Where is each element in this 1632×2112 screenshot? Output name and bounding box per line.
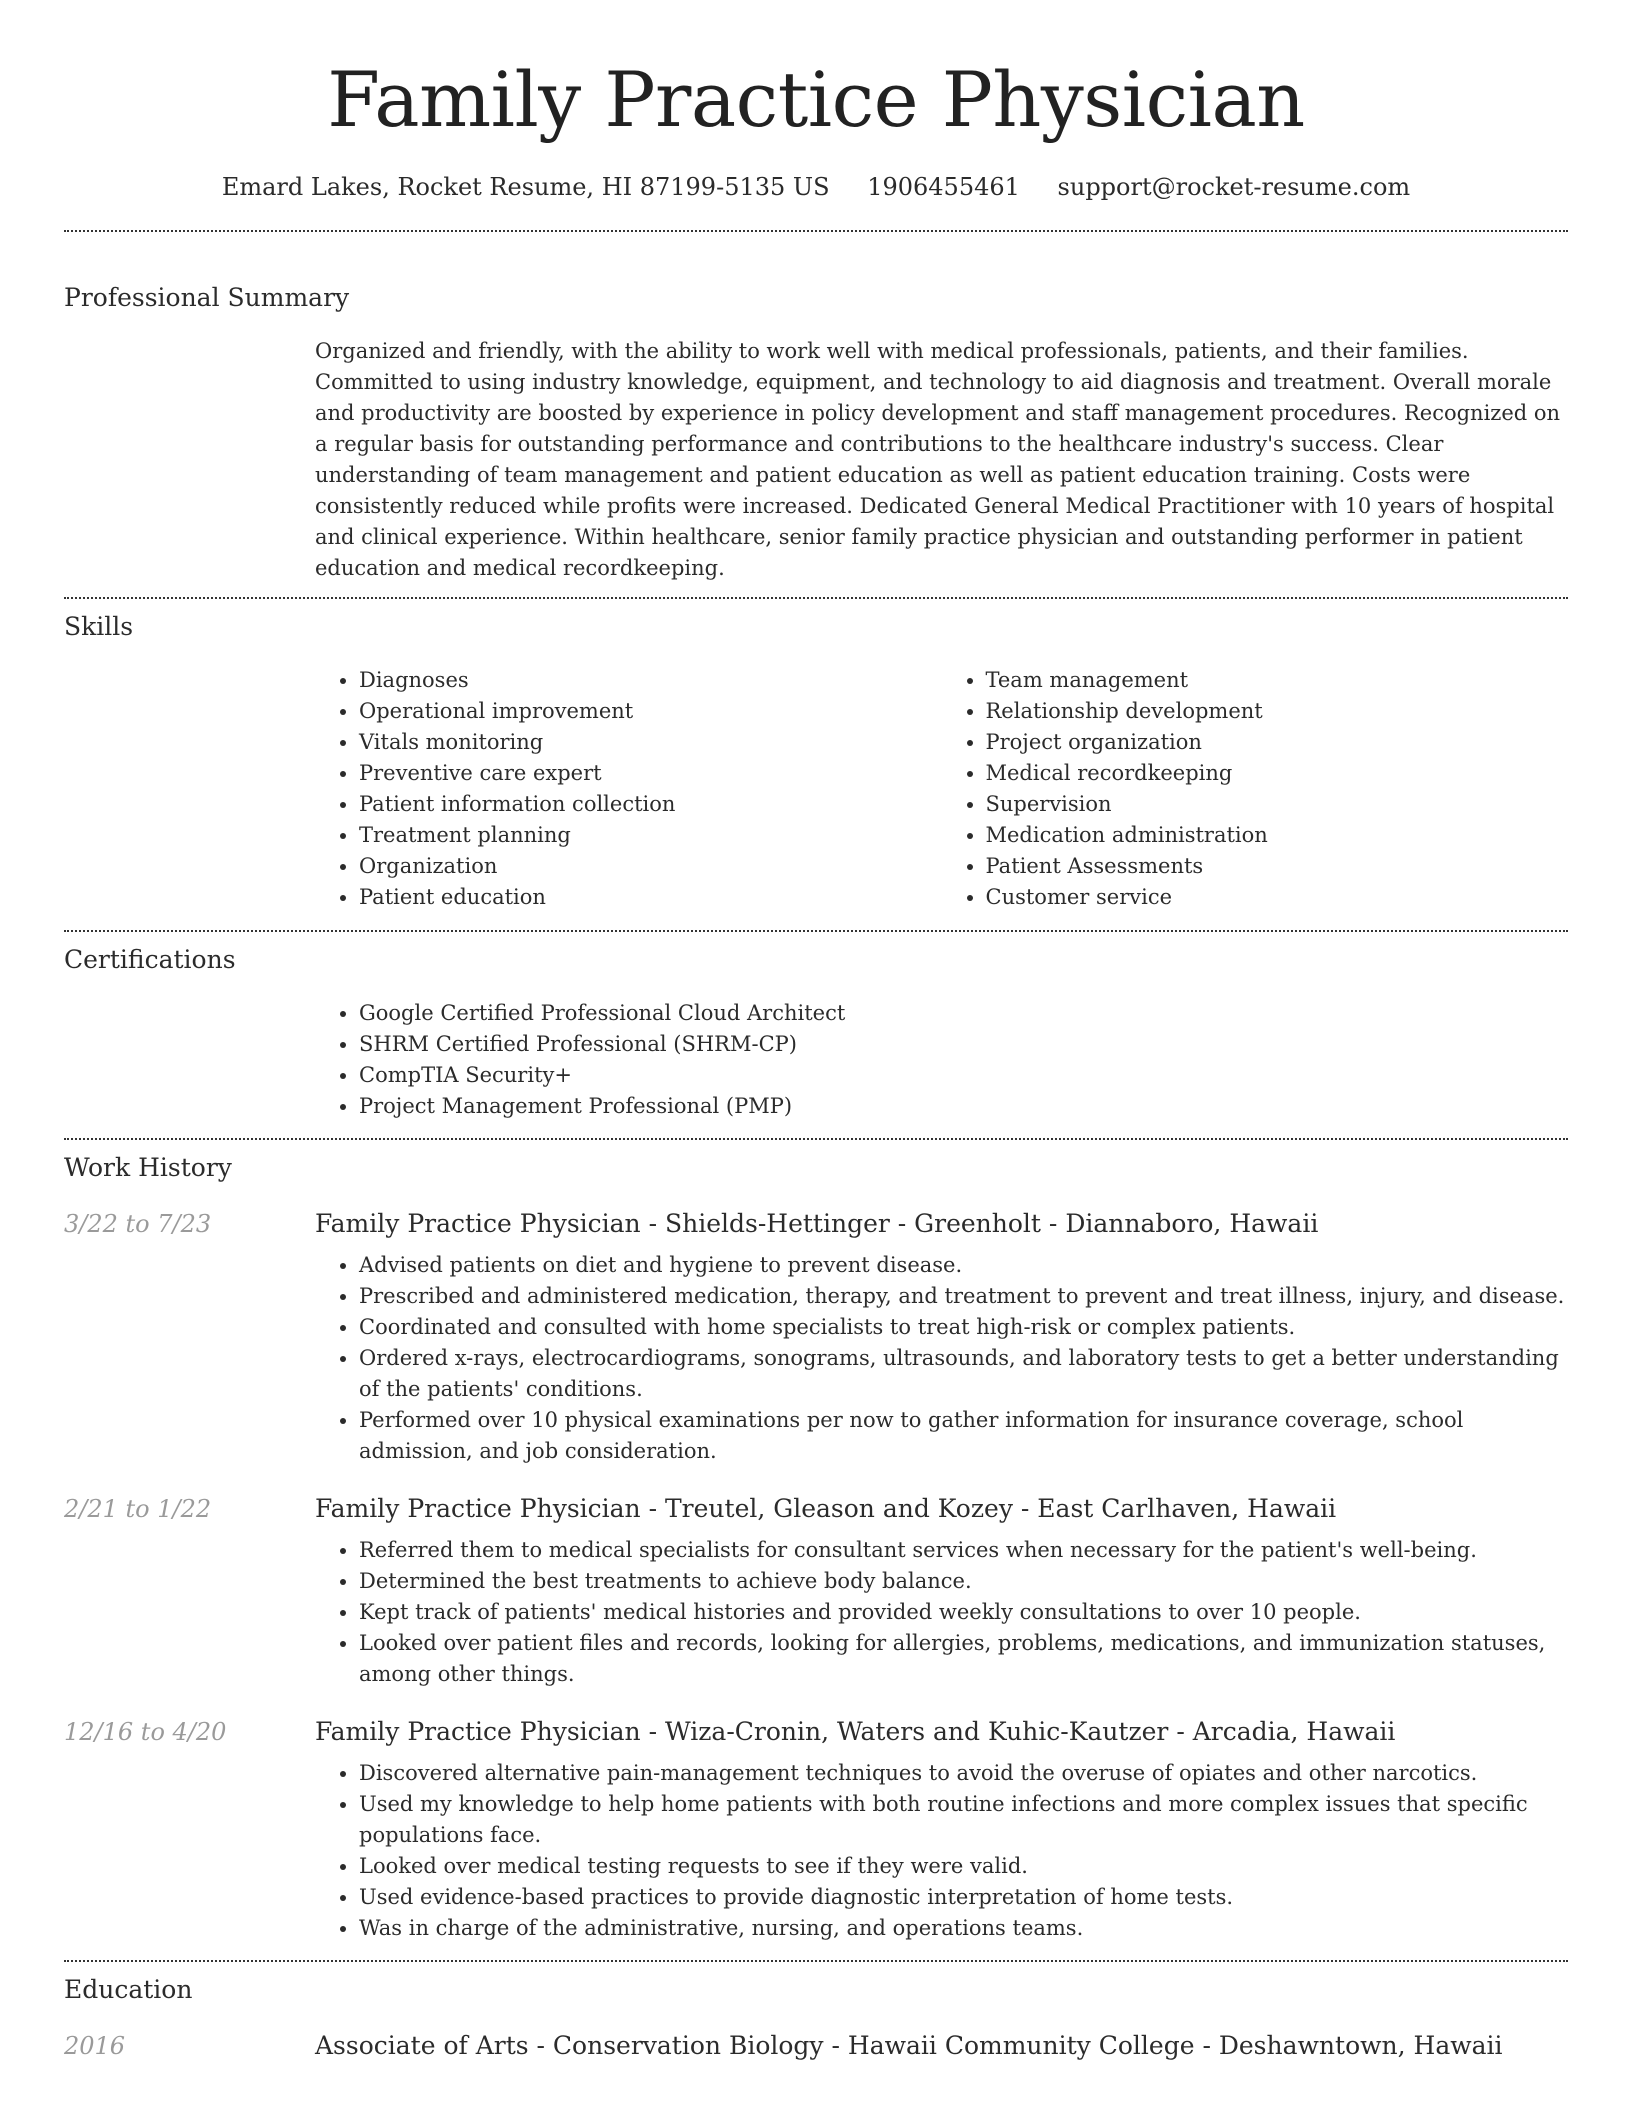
- work-history-section: [64, 1140, 1568, 1960]
- job-title: Family Practice Physician - Treutel, Gleason and Kozey - East Carlhaven, Hawaii: [315, 1494, 1337, 1523]
- certification-item: • CompTIA Security+: [359, 1060, 1568, 1091]
- job-bullet: • Determined the best treatments to achieve body balance.: [359, 1566, 1568, 1597]
- summary-text: Organized and friendly, with the ability to work well with medical professionals, patients, and their families. Committed to using industry knowledge, equipment, and technology to aid diagnosis and treatment. Overall morale and productivity are boosted by experience in policy development and staff management procedures. Recognized on a regular basis for outstanding performance and contributions to the healthcare industry's success. Clear understanding of team management and patient education as well as patient education training. Costs were consistently reduced while profits were increased. Dedicated General Medical Practitioner with 10 years of hospital and clinical experience. Within healthcare, senior family practice physician and outstanding performer in patient education and medical recordkeeping.: [315, 339, 1561, 580]
- skills-section: [64, 599, 1568, 930]
- job-bullet: • Kept track of patients' medical histories and provided weekly consultations to over 10 people.: [359, 1597, 1568, 1628]
- certifications-list: [315, 998, 1568, 1122]
- skill-item: • Patient Assessments: [986, 851, 1569, 882]
- certifications-section: [64, 932, 1568, 1138]
- contact-email: support@rocket-resume.com: [1057, 173, 1411, 201]
- skills-list-left: [315, 665, 942, 913]
- job-bullet: • Referred them to medical specialists for consultant services when necessary for the patient's well-being.: [359, 1535, 1568, 1566]
- skills-heading: Skills: [64, 612, 134, 641]
- job-dates: 2/21 to 1/22: [64, 1495, 212, 1523]
- skill-item: • Supervision: [986, 789, 1569, 820]
- job-bullets: [315, 1250, 1568, 1467]
- skill-item: • Preventive care expert: [359, 758, 942, 789]
- skill-item: • Treatment planning: [359, 820, 942, 851]
- education-title: Associate of Arts - Conservation Biology - Hawaii Community College - Deshawntown, Hawaii: [315, 2031, 1503, 2060]
- contact-address: Emard Lakes, Rocket Resume, HI 87199-5135 US: [221, 173, 830, 201]
- resume-name: Family Practice Physician: [327, 55, 1305, 144]
- summary-heading: Professional Summary: [64, 283, 350, 312]
- job-bullets: [315, 1535, 1568, 1690]
- job-entry: [64, 1208, 1568, 1467]
- education-section: [64, 1962, 1568, 2062]
- contact-line: [64, 172, 1568, 202]
- job-bullet: • Used evidence-based practices to provide diagnostic interpretation of home tests.: [359, 1882, 1568, 1913]
- skill-item: • Patient information collection: [359, 789, 942, 820]
- certifications-heading: Certifications: [64, 945, 236, 974]
- certification-item: • Google Certified Professional Cloud Architect: [359, 998, 1568, 1029]
- job-bullet: • Used my knowledge to help home patients with both routine infections and more complex issues that specific populations face.: [359, 1789, 1568, 1851]
- contact-phone: 1906455461: [867, 173, 1020, 201]
- job-entry: [64, 1493, 1568, 1690]
- skill-item: • Medical recordkeeping: [986, 758, 1569, 789]
- job-title: Family Practice Physician - Shields-Hettinger - Greenholt - Diannaboro, Hawaii: [315, 1209, 1319, 1238]
- job-bullet: • Prescribed and administered medication, therapy, and treatment to prevent and treat illness, injury, and disease.: [359, 1281, 1568, 1312]
- job-bullet: • Ordered x-rays, electrocardiograms, sonograms, ultrasounds, and laboratory tests to get a better understanding of the patients' conditions.: [359, 1343, 1568, 1405]
- skill-item: • Customer service: [986, 882, 1569, 913]
- work-history-heading: Work History: [64, 1153, 232, 1182]
- skill-item: • Project organization: [986, 727, 1569, 758]
- certification-item: • SHRM Certified Professional (SHRM-CP): [359, 1029, 1568, 1060]
- job-bullet: • Advised patients on diet and hygiene to prevent disease.: [359, 1250, 1568, 1281]
- skill-item: • Diagnoses: [359, 665, 942, 696]
- certification-item: • Project Management Professional (PMP): [359, 1091, 1568, 1122]
- job-bullet: • Looked over medical testing requests to see if they were valid.: [359, 1851, 1568, 1882]
- summary-section: [64, 232, 1568, 597]
- job-bullet: • Discovered alternative pain-management techniques to avoid the overuse of opiates and other narcotics.: [359, 1758, 1568, 1789]
- job-entry: [64, 1716, 1568, 1960]
- job-bullet: • Performed over 10 physical examinations per now to gather information for insurance coverage, school admission, and job consideration.: [359, 1405, 1568, 1467]
- education-year: 2016: [64, 2032, 126, 2060]
- skill-item: • Team management: [986, 665, 1569, 696]
- job-bullet: • Looked over patient files and records, looking for allergies, problems, medications, and immunization statuses, among other things.: [359, 1628, 1568, 1690]
- job-title: Family Practice Physician - Wiza-Cronin, Waters and Kuhic-Kautzer - Arcadia, Hawaii: [315, 1717, 1396, 1746]
- skill-item: • Organization: [359, 851, 942, 882]
- skill-item: • Operational improvement: [359, 696, 942, 727]
- skill-item: • Relationship development: [986, 696, 1569, 727]
- skills-list-right: [942, 665, 1569, 913]
- education-heading: Education: [64, 1975, 193, 2004]
- job-bullet: • Coordinated and consulted with home specialists to treat high-risk or complex patients.: [359, 1312, 1568, 1343]
- skill-item: • Vitals monitoring: [359, 727, 942, 758]
- job-dates: 3/22 to 7/23: [64, 1210, 212, 1238]
- skill-item: • Patient education: [359, 882, 942, 913]
- job-bullets: [315, 1758, 1568, 1944]
- job-bullet: • Was in charge of the administrative, nursing, and operations teams.: [359, 1913, 1568, 1944]
- job-dates: 12/16 to 4/20: [64, 1718, 227, 1746]
- skill-item: • Medication administration: [986, 820, 1569, 851]
- education-entry: [64, 2030, 1568, 2062]
